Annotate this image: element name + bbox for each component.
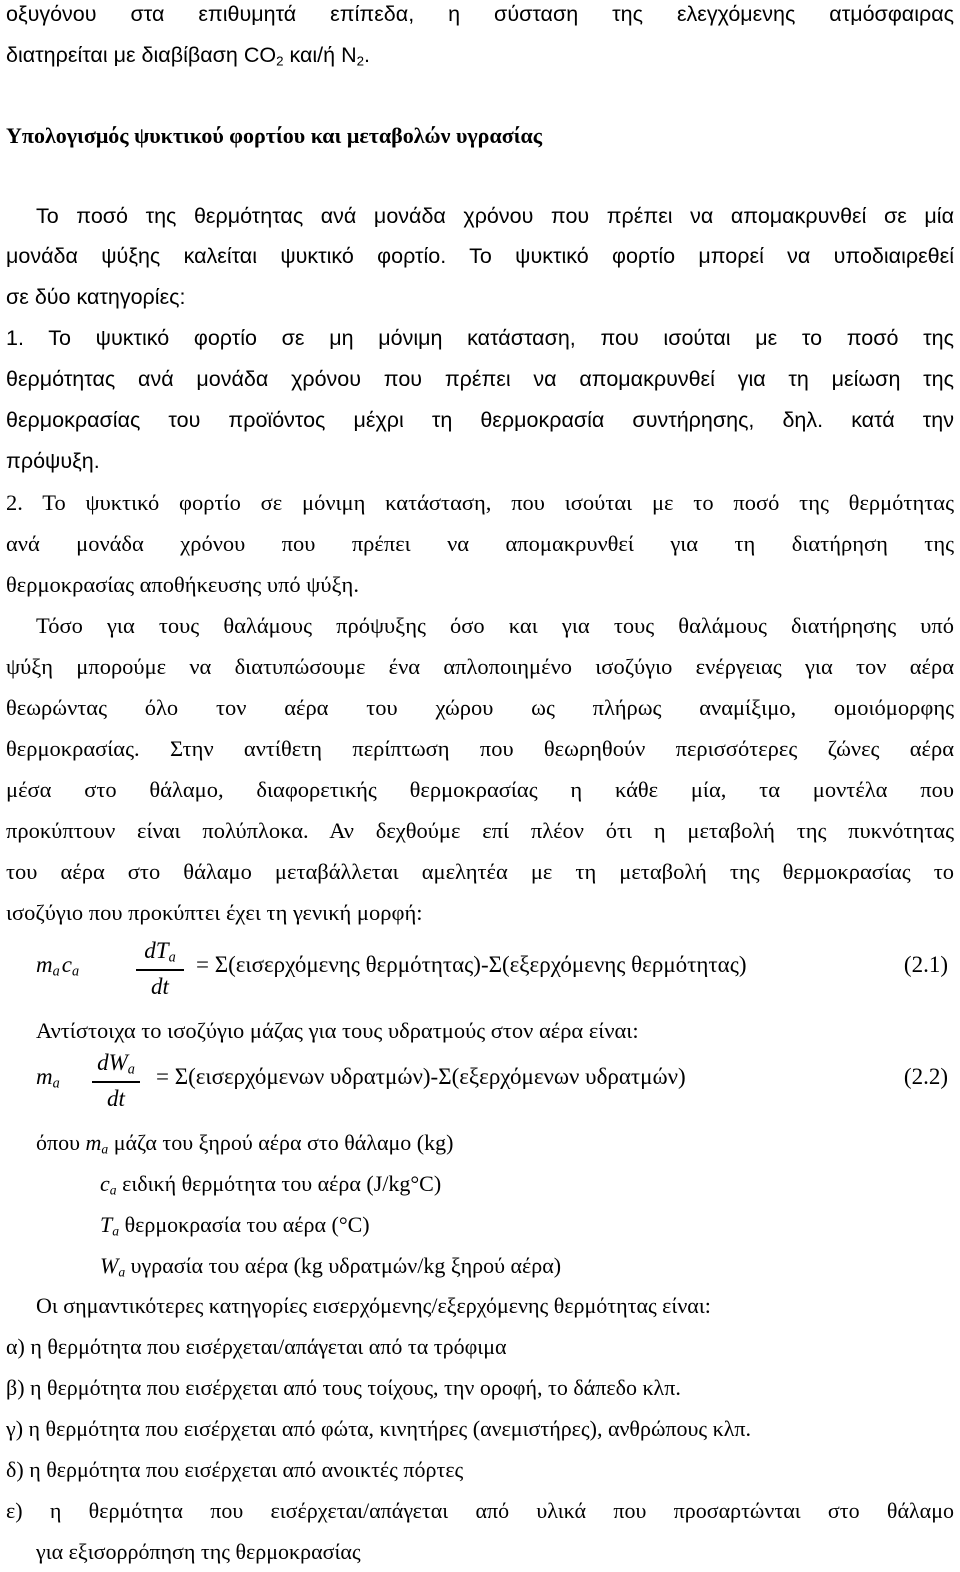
- list-item: δ) η θερμότητα που εισέρχεται από ανοικτές πόρτες: [6, 1457, 464, 1482]
- fraction-denominator: dt: [107, 1086, 125, 1111]
- text-line: οξυγόνου στα επιθυμητά επίπεδα, η σύσταση της ελεγχόμενης ατμόσφαιρας: [6, 2, 954, 26]
- text-line: πρόψυξη.: [6, 449, 100, 473]
- text-line: Τόσο για τους θαλάμους πρόψυξης όσο και για τους θαλάμους διατήρησης υπό: [36, 613, 954, 638]
- definition-item: $W_a$ υγρασία του αέρα (kg υδρατμών/kg ξηρού αέρα): [100, 1253, 562, 1280]
- text-line: Οι σημαντικότερες κατηγορίες εισερχόμενης/εξερχόμενης θερμότητας είναι:: [36, 1293, 711, 1318]
- equation-lhs: $m_a$: [36, 1064, 60, 1092]
- equation-rhs: = Σ(εισερχόμενων υδρατμών)-Σ(εξερχόμενων υδρατμών): [156, 1064, 686, 1089]
- list-item: β) η θερμότητα που εισέρχεται από τους τοίχους, την οροφή, το δάπεδο κλπ.: [6, 1375, 681, 1400]
- fraction-denominator: dt: [151, 974, 169, 999]
- fraction-numerator: $dT_a$: [144, 938, 176, 966]
- fraction-bar: [92, 1081, 140, 1083]
- subscript: 2: [356, 53, 365, 69]
- text-line: θερμοκρασίας αποθήκευσης υπό ψύξη.: [6, 572, 359, 597]
- text-line: προκύπτουν είναι πολύπλοκα. Αν δεχθούμε επί πλέον ότι η μεταβολή της πυκνότητας: [6, 818, 954, 843]
- equation-2-1: [36, 938, 948, 1012]
- text-line: ανά μονάδα χρόνου που πρέπει να απομακρυνθεί για τη διατήρηση της: [6, 531, 954, 556]
- subscript: 2: [276, 53, 284, 69]
- text-fragment: .: [364, 43, 371, 67]
- list-item-continuation: για εξισορρόπηση της θερμοκρασίας: [36, 1539, 361, 1564]
- text-fragment: διατηρείται με διαβίβαση CO: [6, 43, 277, 67]
- text-line: θερμοκρασίας. Στην αντίθετη περίπτωση που θεωρηθούν περισσότερες ζώνες αέρα: [6, 736, 954, 761]
- definition-item: $c_a$ ειδική θερμότητα του αέρα (J/kg°C): [100, 1171, 442, 1198]
- text-line: σε δύο κατηγορίες:: [6, 285, 186, 309]
- equation-2-2: [36, 1050, 948, 1124]
- text-line: [6, 45, 954, 67]
- text-line: 1. Το ψυκτικό φορτίο σε μη μόνιμη κατάσταση, που ισούται με το ποσό της: [6, 326, 954, 350]
- list-item: γ) η θερμότητα που εισέρχεται από φώτα, κινητήρες (ανεμιστήρες), ανθρώπους κλπ.: [6, 1416, 752, 1441]
- text-line: θεωρώντας όλο τον αέρα του χώρου ως πλήρως αναμίξιμο, ομοιόμορφης: [6, 695, 954, 720]
- equation-lhs: $m_ac_a$: [36, 952, 80, 980]
- text-line: μονάδα ψύξης καλείται ψυκτικό φορτίο. Το ψυκτικό φορτίο μπορεί να υποδιαιρεθεί: [6, 244, 954, 268]
- text-line: 2. Το ψυκτικό φορτίο σε μόνιμη κατάσταση, που ισούται με το ποσό της θερμότητας: [6, 490, 954, 515]
- fraction-bar: [136, 969, 184, 971]
- text-line: Το ποσό της θερμότητας ανά μονάδα χρόνου που πρέπει να απομακρυνθεί σε μία: [36, 204, 954, 228]
- list-item: ε) η θερμότητα που εισέρχεται/απάγεται από υλικά που προσαρτώνται στο θάλαμο: [6, 1498, 954, 1523]
- definition-item: όπου $m_a$ μάζα του ξηρού αέρα στο θάλαμο (kg): [36, 1130, 454, 1157]
- text-fragment: και/ή N: [283, 43, 357, 67]
- fraction-numerator: $dW_a$: [97, 1050, 135, 1078]
- equation-number: (2.2): [903, 1064, 948, 1089]
- text-line: θερμότητας ανά μονάδα χρόνου που πρέπει να απομακρυνθεί για τη μείωση της: [6, 367, 954, 391]
- text-line: του αέρα στο θάλαμο μεταβάλλεται αμελητέα με τη μεταβολή της θερμοκρασίας το: [6, 859, 954, 884]
- text-line: ισοζύγιο που προκύπτει έχει τη γενική μορφή:: [6, 900, 423, 925]
- text-line: ψύξη μπορούμε να διατυπώσουμε ένα απλοποιημένο ισοζύγιο ενέργειας για τον αέρα: [6, 654, 954, 679]
- equation-rhs: = Σ(εισερχόμενης θερμότητας)-Σ(εξερχόμενης θερμότητας): [196, 952, 747, 977]
- equation-number: (2.1): [903, 952, 948, 977]
- text-line: μέσα στο θάλαμο, διαφορετικής θερμοκρασίας η κάθε μία, τα μοντέλα που: [6, 777, 954, 802]
- text-line: θερμοκρασίας του προϊόντος μέχρι τη θερμοκρασία συντήρησης, δηλ. κατά την: [6, 408, 954, 432]
- definition-item: $T_a$ θερμοκρασία του αέρα (°C): [100, 1212, 370, 1239]
- text-line: Αντίστοιχα το ισοζύγιο μάζας για τους υδρατμούς στον αέρα είναι:: [36, 1018, 639, 1043]
- section-heading: Υπολογισμός ψυκτικού φορτίου και μεταβολών υγρασίας: [6, 123, 543, 148]
- list-item: α) η θερμότητα που εισέρχεται/απάγεται από τα τρόφιμα: [6, 1334, 507, 1359]
